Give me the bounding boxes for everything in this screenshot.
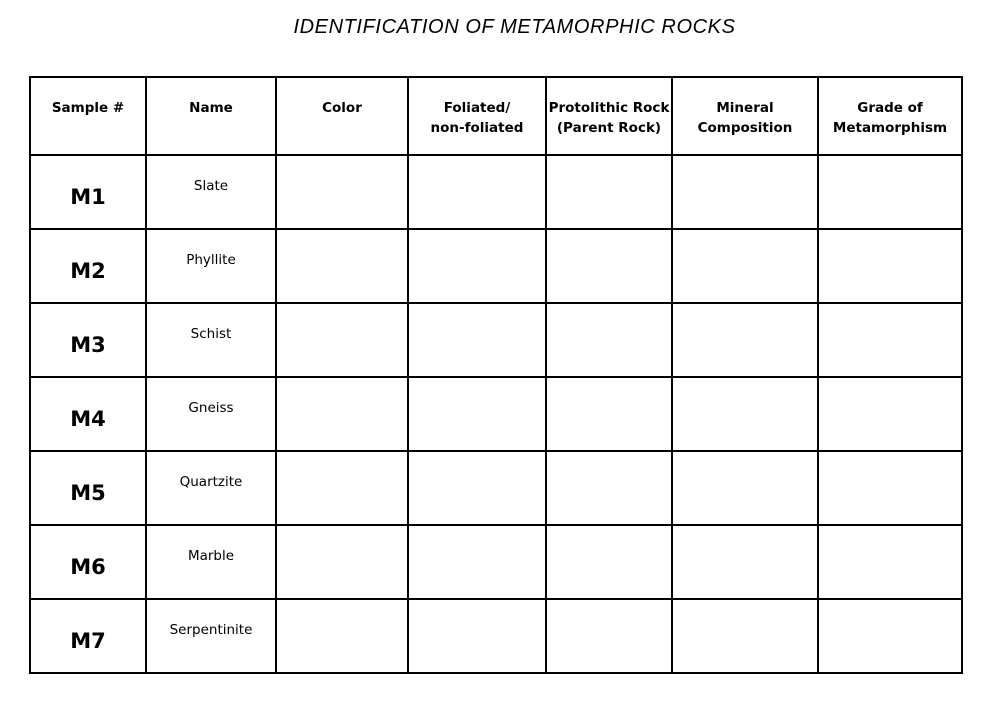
protolith-cell[interactable] <box>546 525 672 599</box>
grade-cell[interactable] <box>818 377 962 451</box>
rock-name: Serpentinite <box>146 599 276 673</box>
mineral-composition-cell[interactable] <box>672 599 818 673</box>
mineral-composition-cell[interactable] <box>672 155 818 229</box>
sample-id: M2 <box>30 229 146 303</box>
table-row <box>30 155 962 229</box>
header-color: Color <box>276 77 408 155</box>
sample-id: M1 <box>30 155 146 229</box>
rock-name: Marble <box>146 525 276 599</box>
color-cell[interactable] <box>276 525 408 599</box>
page-title: IDENTIFICATION OF METAMORPHIC ROCKS <box>293 16 736 38</box>
color-cell[interactable] <box>276 303 408 377</box>
table-row <box>30 525 962 599</box>
protolith-cell[interactable] <box>546 155 672 229</box>
foliation-cell[interactable] <box>408 377 546 451</box>
header-row <box>30 77 962 155</box>
color-cell[interactable] <box>276 599 408 673</box>
color-cell[interactable] <box>276 451 408 525</box>
mineral-composition-cell[interactable] <box>672 229 818 303</box>
rock-name: Phyllite <box>146 229 276 303</box>
table-row <box>30 599 962 673</box>
grade-cell[interactable] <box>818 451 962 525</box>
foliation-cell[interactable] <box>408 451 546 525</box>
header-foliation: Foliated/ non-foliated <box>408 77 546 155</box>
rock-name: Slate <box>146 155 276 229</box>
foliation-cell[interactable] <box>408 229 546 303</box>
grade-cell[interactable] <box>818 303 962 377</box>
foliation-cell[interactable] <box>408 599 546 673</box>
table-row <box>30 303 962 377</box>
mineral-composition-cell[interactable] <box>672 525 818 599</box>
sample-id: M5 <box>30 451 146 525</box>
grade-cell[interactable] <box>818 155 962 229</box>
protolith-cell[interactable] <box>546 599 672 673</box>
color-cell[interactable] <box>276 155 408 229</box>
foliation-cell[interactable] <box>408 525 546 599</box>
sample-id: M6 <box>30 525 146 599</box>
rock-name: Quartzite <box>146 451 276 525</box>
rock-name: Gneiss <box>146 377 276 451</box>
header-protolith: Protolithic Rock (Parent Rock) <box>546 77 672 155</box>
mineral-composition-cell[interactable] <box>672 377 818 451</box>
color-cell[interactable] <box>276 229 408 303</box>
grade-cell[interactable] <box>818 229 962 303</box>
grade-cell[interactable] <box>818 599 962 673</box>
header-grade: Grade of Metamorphism <box>818 77 962 155</box>
sample-id: M3 <box>30 303 146 377</box>
table-row <box>30 377 962 451</box>
sample-id: M4 <box>30 377 146 451</box>
sample-id: M7 <box>30 599 146 673</box>
protolith-cell[interactable] <box>546 377 672 451</box>
table-row <box>30 229 962 303</box>
protolith-cell[interactable] <box>546 229 672 303</box>
mineral-composition-cell[interactable] <box>672 303 818 377</box>
rock-name: Schist <box>146 303 276 377</box>
header-name: Name <box>146 77 276 155</box>
table-row <box>30 451 962 525</box>
header-mineral-composition: Mineral Composition <box>672 77 818 155</box>
grade-cell[interactable] <box>818 525 962 599</box>
mineral-composition-cell[interactable] <box>672 451 818 525</box>
rock-identification-table <box>29 76 963 674</box>
foliation-cell[interactable] <box>408 303 546 377</box>
protolith-cell[interactable] <box>546 451 672 525</box>
header-sample: Sample # <box>30 77 146 155</box>
protolith-cell[interactable] <box>546 303 672 377</box>
foliation-cell[interactable] <box>408 155 546 229</box>
color-cell[interactable] <box>276 377 408 451</box>
